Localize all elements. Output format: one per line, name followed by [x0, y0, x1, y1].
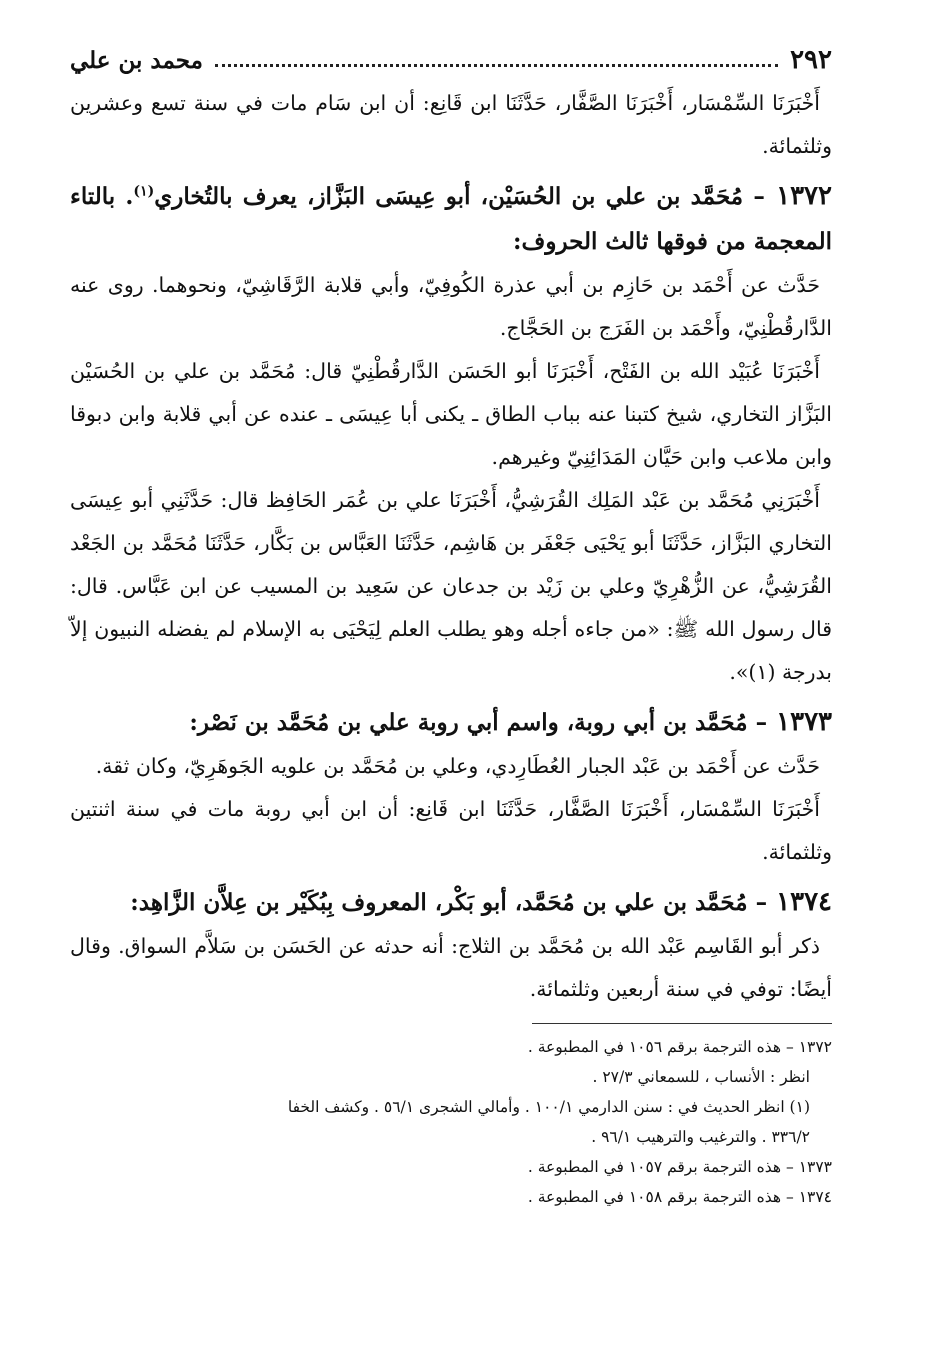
footnote-line: ١٣٧٢ – هذه الترجمة برقم ١٠٥٦ في المطبوعة . — [527, 1038, 832, 1056]
footnote-line: انظر : الأنساب ، للسمعاني ٢٧/٣ . — [592, 1068, 810, 1086]
footnote-line: ١٣٧٣ – هذه الترجمة برقم ١٠٥٧ في المطبوعة . — [527, 1158, 832, 1176]
entry-number: ١٣٧٤ — [767, 887, 832, 917]
entry-number: ١٣٧٣ — [767, 707, 832, 737]
body-paragraph: ذكر أبو القَاسِم عَبْد الله بن مُحَمَّد بن الثلاج: أنه حدثه عن الحَسَن بن سَلاَّم السواق. وقال أيضًا: توفي في سنة أربعين وثلثمائة. — [70, 934, 832, 1001]
footnote-line: ١٣٧٤ – هذه الترجمة برقم ١٠٥٨ في المطبوعة . — [527, 1188, 832, 1206]
main-text — [70, 82, 832, 1011]
footnote-line: ٣٣٦/٢ . والترغيب والترهيب ٩٦/١ . — [591, 1128, 810, 1146]
body-paragraph: حَدَّث عن أَحْمَد بن حَازِم بن أبي عذرة الكُوفِيّ، وأبي قلابة الرَّقَاشِيّ، ونحوهما. روى عنه الدَّارقُطْنِيّ، وأَحْمَد بن الفَرَج بن الحَجَّاج. — [70, 273, 832, 340]
body-paragraph: أَخْبَرَنِي مُحَمَّد بن عَبْد المَلِك القُرَشِيُّ، أَخْبَرَنَا علي بن عُمَر الحَافِظ قال: حَدَّثَنِي أبو عِيسَى التخاري البَزَّاز، حَدَّثَنَا أبو يَحْيَى جَعْفَر بن هَاشِم، حَدَّثَنَا العَبَّاس بن بَكَّار، حَدَّثَنَا مُحَمَّد بن الجَعْد القُرَشِيُّ، عن الزُّهْرِيّ وعلي بن زَيْد بن جدعان عن سَعِيد بن المسيب عن ابن عَبَّاس. قال: قال رسول الله ﷺ: «من جاءه أجله وهو يطلب العلم لِيَحْيَى به الإسلام لم يفضله النبيون إلاّ بدرجة (١)». — [70, 488, 832, 684]
footnotes — [70, 1032, 832, 1212]
page-number: ٢٩٢ — [790, 45, 832, 75]
running-head — [70, 38, 832, 82]
entry-number: ١٣٧٢ — [764, 181, 832, 211]
entry-heading — [70, 700, 832, 745]
entry-title-continuation: . بالتاء المعجمة من فوقها ثالث الحروف: — [70, 183, 832, 255]
body-paragraph: أَخْبَرَنَا عُبَيْد الله بن الفَتْح، أَخْبَرَنَا أبو الحَسَن الدَّارقُطْنِيّ قال: مُحَمَّد بن علي بن الحُسَيْن البَزَّاز التخاري، شيخ كتبنا عنه بباب الطاق ـ يكنى أبا عِيسَى ـ عنده عن أبي قلابة وابن دبوقا وابن ملاعب وابن حَيَّان المَدَائِنِيّ وغيرهم. — [70, 359, 832, 469]
dot-leader — [215, 54, 778, 67]
body-paragraph: أَخْبَرَنَا السِّمْسَار، أَخْبَرَنَا الصَّفَّار، حَدَّثَنَا ابن قَانِع: أن ابن سَام مات في سنة تسع وعشرين وثلثمائة. — [70, 91, 832, 158]
entry-title: – مُحَمَّد بن علي بن مُحَمَّد، أبو بَكْر، المعروف بِبُكَيْر بن عِلاَّن الزَّاهِد: — [130, 889, 768, 916]
footnote-line: (١) انظر الحديث في : سنن الدارمي ١٠٠/١ . وأمالي الشجرى ٥٦/١ . وكشف الخفا — [287, 1098, 810, 1116]
entry-heading — [70, 880, 832, 925]
entry-title: – مُحَمَّد بن أبي روبة، واسم أبي روبة علي بن مُحَمَّد بن نَصْر: — [189, 709, 768, 736]
body-paragraph: أَخْبَرَنَا السِّمْسَار، أَخْبَرَنَا الصَّفَّار، حَدَّثَنَا ابن قَانِع: أن ابن أبي روبة مات في سنة اثنتين وثلثمائة. — [70, 797, 832, 864]
footnote-reference[interactable]: (١) — [133, 183, 155, 200]
body-paragraph: حَدَّث عن أَحْمَد بن عَبْد الجبار العُطَارِدي، وعلي بن مُحَمَّد بن علويه الجَوهَرِيّ، وكان ثقة. — [95, 754, 820, 778]
footnote-divider — [532, 1023, 832, 1024]
entry-heading — [70, 174, 832, 264]
entry-title: – مُحَمَّد بن علي بن الحُسَيْن، أبو عِيسَى البَزَّاز، يعرف بالتُخاري — [154, 183, 765, 210]
running-title: محمد بن علي — [70, 46, 203, 74]
book-page — [70, 38, 832, 1212]
